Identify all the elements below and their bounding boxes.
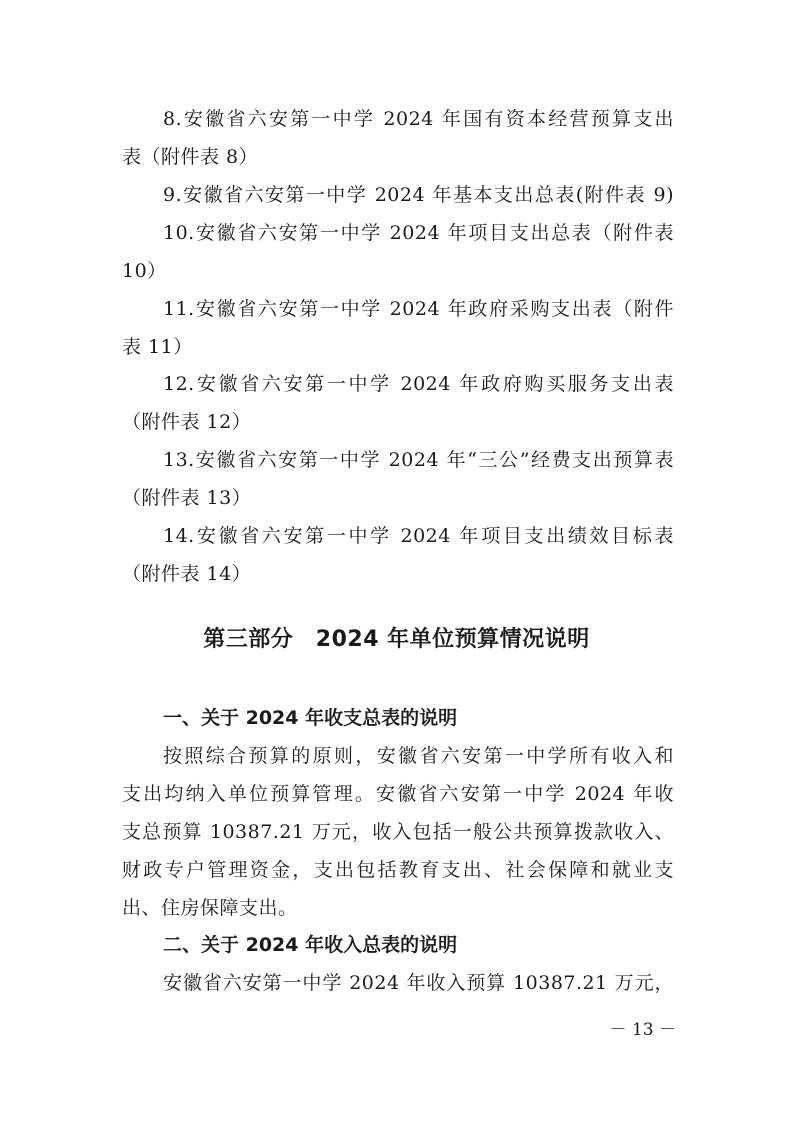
attachment-item-8-line1: 8.安徽省六安第一中学 2024 年国有资本经营预算支出 bbox=[163, 108, 674, 130]
section1-title: 一、关于 2024 年收支总表的说明 bbox=[163, 707, 458, 729]
part-heading: 第三部分 2024 年单位预算情况说明 bbox=[203, 627, 590, 652]
attachment-item-14-line2: （附件表 14） bbox=[122, 563, 252, 585]
attachment-item-12-line2: （附件表 12） bbox=[122, 411, 252, 433]
attachment-item-11-line1: 11.安徽省六安第一中学 2024 年政府采购支出表（附件 bbox=[163, 298, 674, 320]
attachment-item-8-line2: 表（附件表 8） bbox=[122, 146, 259, 168]
attachment-item-9-line1: 9.安徽省六安第一中学 2024 年基本支出总表(附件表 9) bbox=[163, 184, 674, 206]
attachment-item-11-line2: 表 11） bbox=[122, 336, 193, 358]
attachment-item-12-line1: 12.安徽省六安第一中学 2024 年政府购买服务支出表 bbox=[163, 373, 674, 395]
section1-paragraph-line: 支总预算 10387.21 万元，收入包括一般公共预算拨款收入、 bbox=[122, 821, 674, 843]
page-number: － 13 － bbox=[609, 1020, 676, 1040]
attachment-item-13-line1: 13.安徽省六安第一中学 2024 年“三公”经费支出预算表 bbox=[163, 449, 674, 471]
section1-paragraph-line: 出、住房保障支出。 bbox=[122, 897, 298, 919]
section2-paragraph-line: 安徽省六安第一中学 2024 年收入预算 10387.21 万元， bbox=[163, 972, 674, 994]
attachment-item-10-line1: 10.安徽省六安第一中学 2024 年项目支出总表（附件表 bbox=[163, 222, 674, 244]
section1-paragraph-line: 财政专户管理资金，支出包括教育支出、社会保障和就业支 bbox=[122, 859, 674, 881]
attachment-item-13-line2: （附件表 13） bbox=[122, 487, 252, 509]
section2-title: 二、关于 2024 年收入总表的说明 bbox=[163, 934, 458, 956]
section1-paragraph-line: 支出均纳入单位预算管理。安徽省六安第一中学 2024 年收 bbox=[122, 783, 674, 805]
attachment-item-10-line2: 10） bbox=[122, 260, 167, 282]
section1-paragraph-line: 按照综合预算的原则，安徽省六安第一中学所有收入和 bbox=[163, 745, 674, 767]
attachment-item-14-line1: 14.安徽省六安第一中学 2024 年项目支出绩效目标表 bbox=[163, 525, 674, 547]
